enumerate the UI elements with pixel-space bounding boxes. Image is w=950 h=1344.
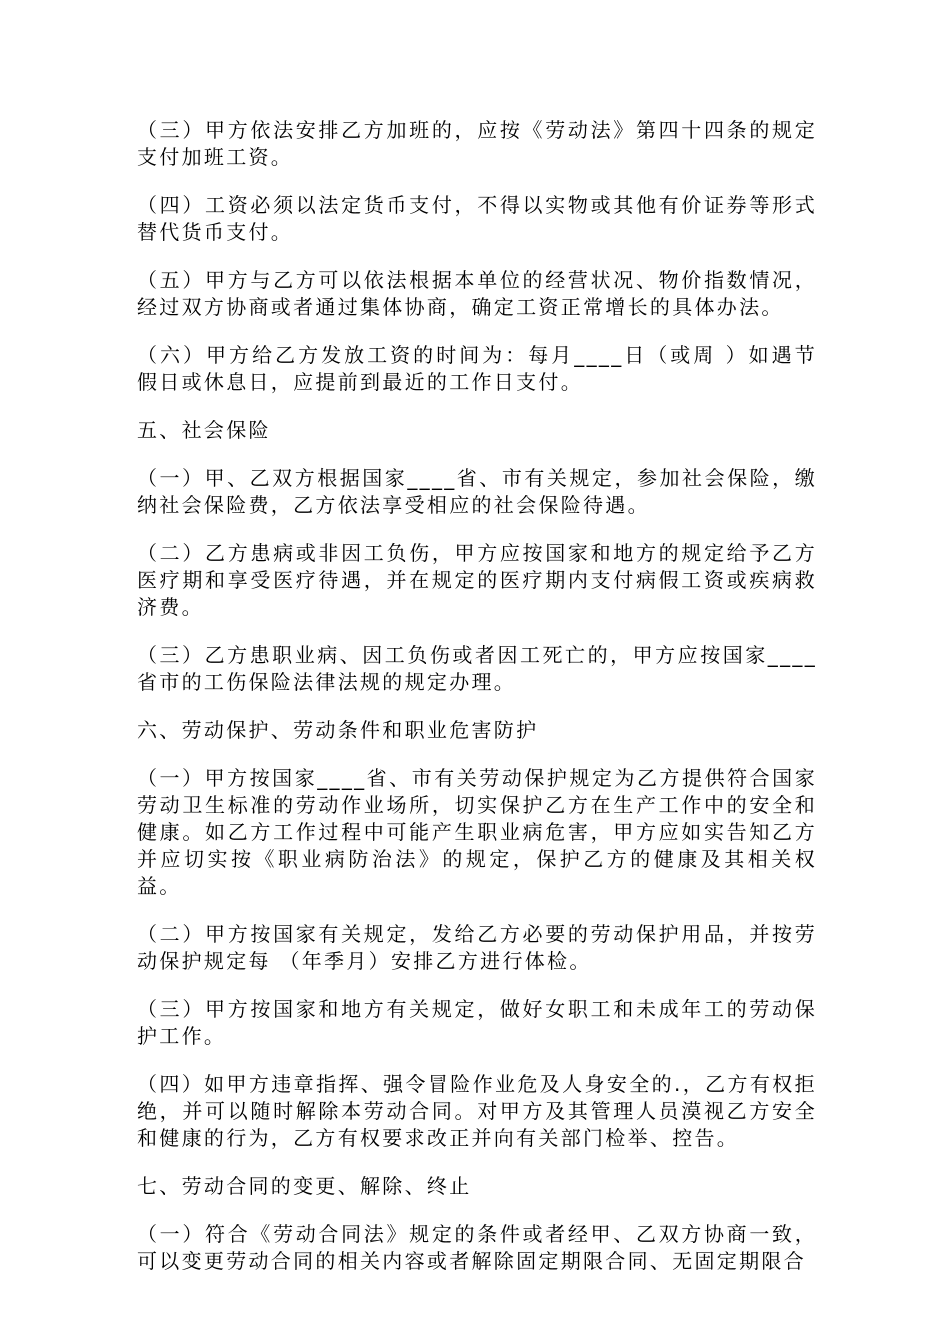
paragraph-insurance-3: （三）乙方患职业病、因工负伤或者因工死亡的，甲方应按国家____省市的工伤保险法律法规的规定办理。 bbox=[137, 643, 817, 694]
section-heading-contract-change: 七、劳动合同的变更、解除、终止 bbox=[137, 1174, 472, 1198]
paragraph-insurance-2: （二）乙方患病或非因工负伤，甲方应按国家和地方的规定给予乙方医疗期和享受医疗待遇，并在规定的医疗期内支付病假工资或疾病救济费。 bbox=[137, 541, 817, 619]
paragraph-3-overtime: （三）甲方依法安排乙方加班的，应按《劳动法》第四十四条的规定支付加班工资。 bbox=[137, 118, 817, 169]
section-heading-social-insurance: 五、社会保险 bbox=[137, 418, 271, 442]
paragraph-insurance-1: （一）甲、乙双方根据国家____省、市有关规定，参加社会保险，缴纳社会保险费，乙方依法享受相应的社会保险待遇。 bbox=[137, 466, 817, 517]
document-page bbox=[137, 117, 817, 1296]
paragraph-6-pay-date: （六）甲方给乙方发放工资的时间为：每月____日（或周 ）如遇节假日或休息日，应提前到最近的工作日支付。 bbox=[137, 343, 817, 394]
paragraph-contract-1: （一）符合《劳动合同法》规定的条件或者经甲、乙双方协商一致，可以变更劳动合同的相关内容或者解除固定期限合同、无固定期限合 bbox=[137, 1222, 817, 1273]
paragraph-5-wage-growth: （五）甲方与乙方可以依法根据本单位的经营状况、物价指数情况，经过双方协商或者通过集体协商，确定工资正常增长的具体办法。 bbox=[137, 268, 817, 319]
paragraph-protection-2: （二）甲方按国家有关规定，发给乙方必要的劳动保护用品，并按劳动保护规定每 （年季月）安排乙方进行体检。 bbox=[137, 922, 817, 973]
paragraph-protection-4: （四）如甲方违章指挥、强令冒险作业危及人身安全的.，乙方有权拒绝，并可以随时解除本劳动合同。对甲方及其管理人员漠视乙方安全和健康的行为，乙方有权要求改正并向有关部门检举、控告。 bbox=[137, 1072, 817, 1150]
section-heading-labor-protection: 六、劳动保护、劳动条件和职业危害防护 bbox=[137, 718, 539, 742]
paragraph-protection-1: （一）甲方按国家____省、市有关劳动保护规定为乙方提供符合国家劳动卫生标准的劳动作业场所，切实保护乙方在生产工作中的安全和健康。如乙方工作过程中可能产生职业病危害，甲方应如实告知乙方并应切实按《职业病防治法》的规定，保护乙方的健康及其相关权益。 bbox=[137, 766, 817, 898]
paragraph-protection-3: （三）甲方按国家和地方有关规定，做好女职工和未成年工的劳动保护工作。 bbox=[137, 997, 817, 1048]
paragraph-4-currency: （四）工资必须以法定货币支付，不得以实物或其他有价证券等形式替代货币支付。 bbox=[137, 193, 817, 244]
